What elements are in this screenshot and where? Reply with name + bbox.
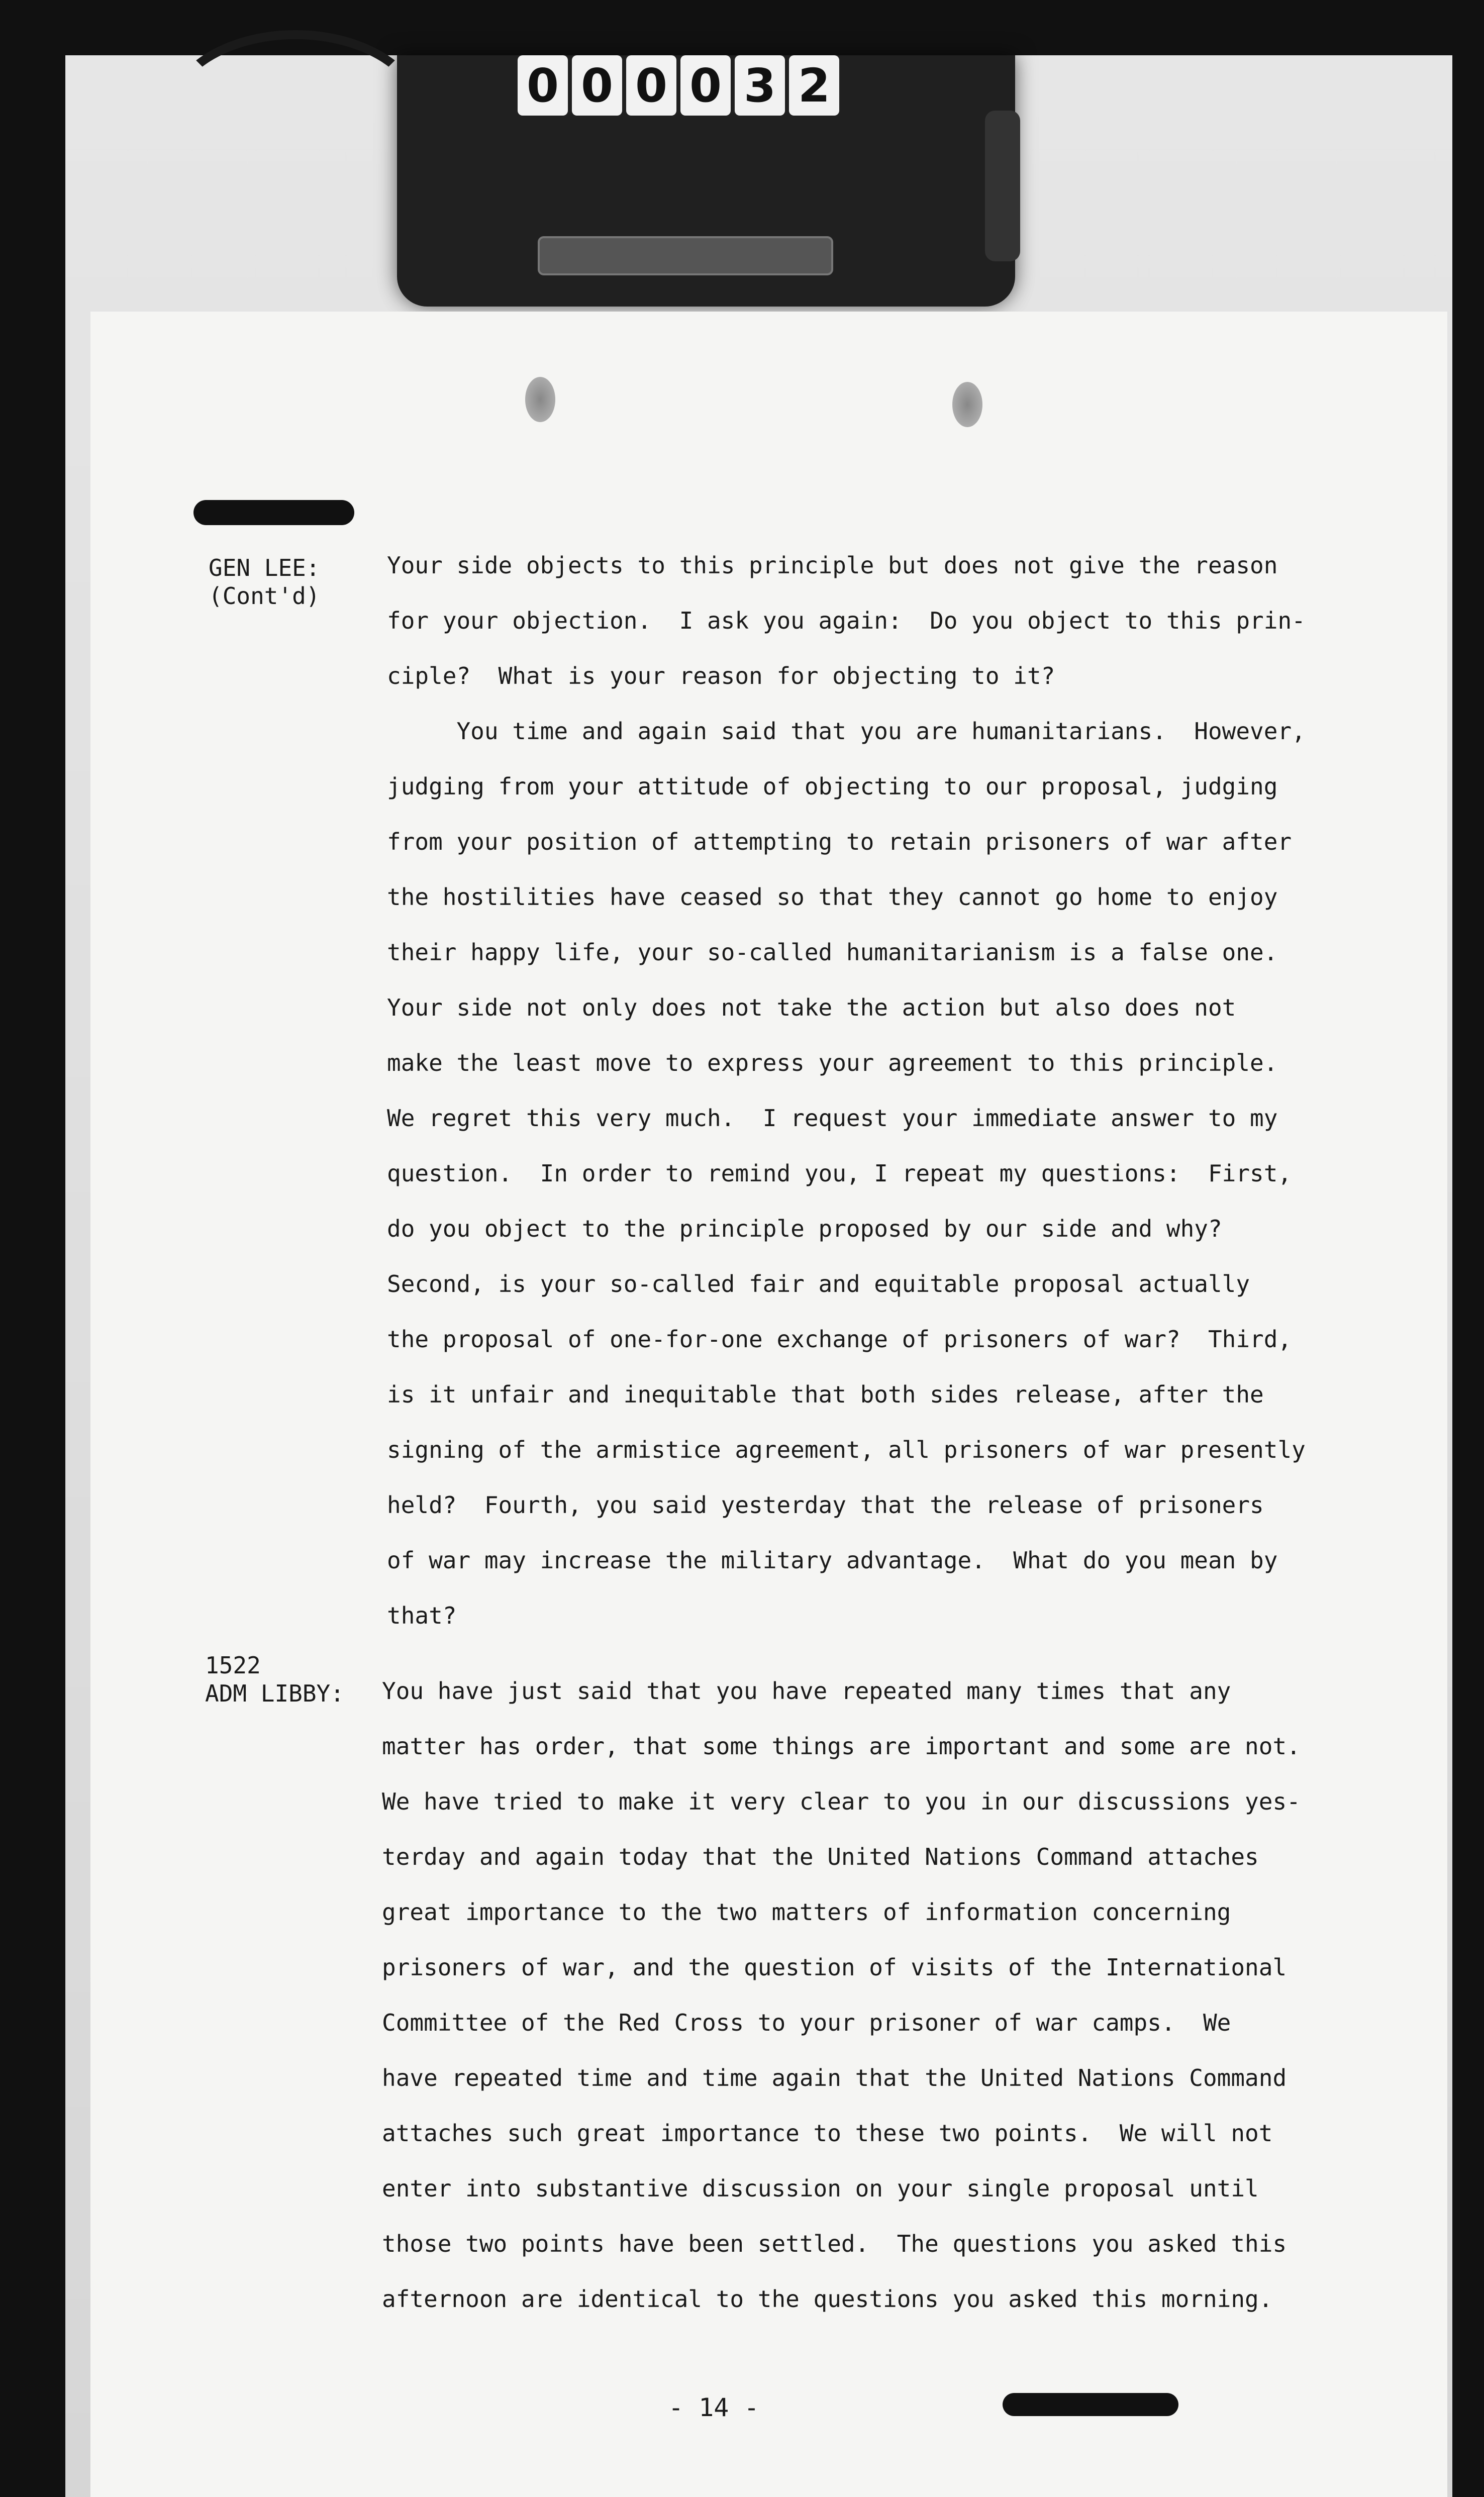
counter-plate (538, 236, 833, 275)
text-line: Your side not only does not take the action but also does not (387, 994, 1236, 1021)
counter-digit: 0 (572, 55, 622, 116)
frame-counter-device (397, 55, 1015, 307)
text-line: enter into substantive discussion on your single proposal until (382, 2175, 1259, 2202)
punch-hole (525, 377, 555, 422)
text-line: We have tried to make it very clear to you in our discussions yes- (382, 1788, 1301, 1815)
frame-counter (518, 55, 839, 116)
text-line: for your objection. I ask you again: Do you object to this prin- (387, 607, 1306, 634)
redaction-mark (1003, 2393, 1178, 2416)
text-line: from your position of attempting to retain prisoners of war after (387, 828, 1292, 855)
text-line: You have just said that you have repeated many times that any (382, 1677, 1231, 1705)
text-line: Second, is your so-called fair and equitable proposal actually (387, 1270, 1250, 1297)
counter-digit: 0 (626, 55, 676, 116)
text-line: ciple? What is your reason for objecting to it? (387, 662, 1055, 689)
text-line: afternoon are identical to the questions you asked this morning. (382, 2285, 1273, 2313)
counter-digit: 3 (735, 55, 785, 116)
text-line: Your side objects to this principle but does not give the reason (387, 552, 1278, 579)
speaker-note: (Cont'd) (209, 582, 320, 610)
counter-cable (166, 30, 425, 199)
text-line: the proposal of one-for-one exchange of prisoners of war? Third, (387, 1326, 1292, 1353)
timestamp: 1522 (205, 1652, 261, 1679)
text-line: matter has order, that some things are important and some are not. (382, 1733, 1301, 1760)
text-line: terday and again today that the United Nations Command attaches (382, 1843, 1259, 1870)
speaker-label (205, 1651, 344, 1708)
text-line: attaches such great importance to these two points. We will not (382, 2120, 1273, 2147)
text-line: make the least move to express your agreement to this principle. (387, 1049, 1278, 1076)
text-line: of war may increase the military advantage. What do you mean by (387, 1547, 1278, 1574)
text-line: You time and again said that you are humanitarians. However, (387, 718, 1306, 745)
text-line: do you object to the principle proposed by our side and why? (387, 1215, 1222, 1242)
punch-hole (952, 382, 982, 427)
text-line: have repeated time and time again that the United Nations Command (382, 2064, 1287, 2091)
speaker-name: GEN LEE: (209, 554, 320, 581)
text-line: great importance to the two matters of information concerning (382, 1899, 1231, 1926)
text-line: the hostilities have ceased so that they cannot go home to enjoy (387, 883, 1278, 911)
counter-knob (985, 111, 1020, 261)
text-line: We regret this very much. I request your immediate answer to my (387, 1105, 1278, 1132)
document-page (90, 312, 1447, 2497)
text-line: judging from your attitude of objecting to our proposal, judging (387, 773, 1278, 800)
text-line: that? (387, 1602, 457, 1629)
text-line: Committee of the Red Cross to your prisoner of war camps. We (382, 2009, 1231, 2036)
counter-digit: 0 (518, 55, 568, 116)
text-line: prisoners of war, and the question of visits of the International (382, 1954, 1287, 1981)
counter-digit: 0 (680, 55, 731, 116)
text-line: signing of the armistice agreement, all prisoners of war presently (387, 1436, 1306, 1463)
text-line: is it unfair and inequitable that both sides release, after the (387, 1381, 1264, 1408)
redaction-mark (193, 500, 354, 525)
text-line: their happy life, your so-called humanitarianism is a false one. (387, 939, 1278, 966)
text-line: held? Fourth, you said yesterday that the release of prisoners (387, 1491, 1264, 1519)
speaker-label (209, 554, 320, 610)
text-line: those two points have been settled. The questions you asked this (382, 2230, 1287, 2257)
page-number: - 14 - (668, 2393, 759, 2422)
counter-digit: 2 (789, 55, 839, 116)
text-line: question. In order to remind you, I repeat my questions: First, (387, 1160, 1292, 1187)
speaker-name: ADM LIBBY: (205, 1680, 344, 1707)
